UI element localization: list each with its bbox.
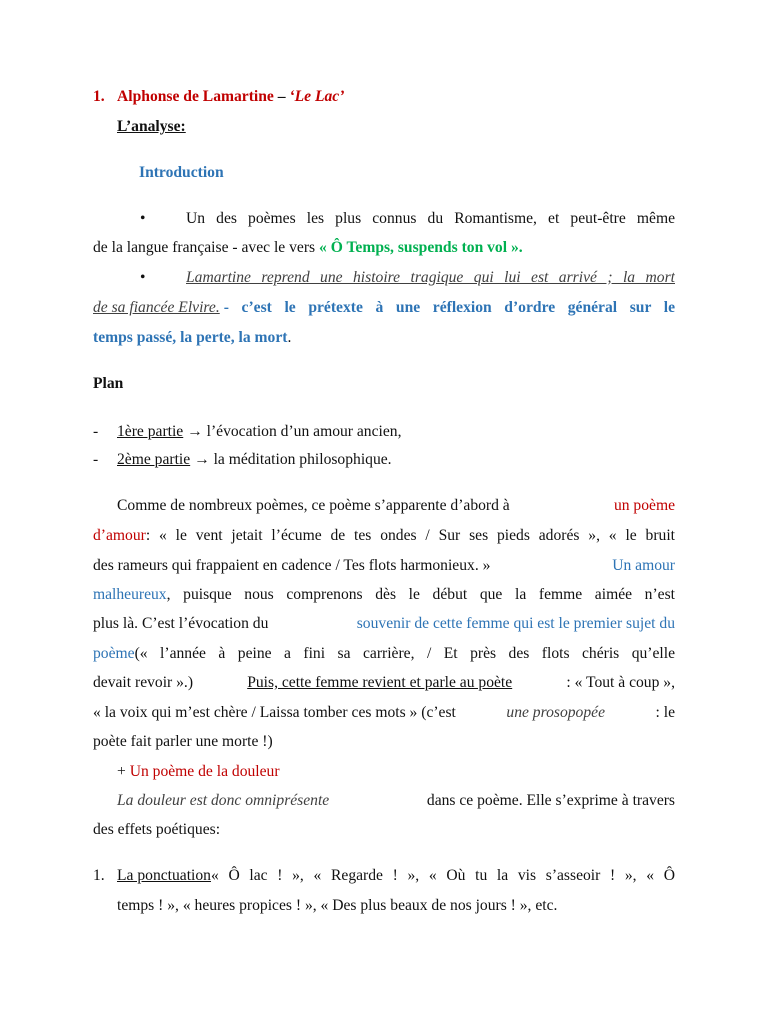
intro-bullet-1-line-1: Un des poèmes les plus connus du Romantisme, et peut-être même	[186, 210, 675, 227]
paragraph-1-line-6: poème (« l’année à peine a fini sa carrière, / Et près des flots chéris qu’elle	[93, 645, 675, 662]
paragraph-1-line-1: Comme de nombreux poèmes, ce poème s’apparente d’abord à un poème	[117, 497, 675, 514]
title-number: 1.	[93, 88, 105, 105]
document-page: 1. Alphonse de Lamartine – ‘Le Lac’ L’analyse: Introduction • Un des poèmes les plus connus du Romantisme, et peut-être même de la langue française - avec le vers « Ô Temps, suspends ton vol ». • Lamartine reprend une histoire tragique qui lui est arrivé ; la mort de sa fiancée Elvire. - c’est le prétexte à une réflexion d’ordre général sur le temps passé, la perte, la mort. Plan - 1ère partie → l’évocation d’un amour ancien, - 2ème partie → la méditation philosophique. Comme de nombreux poèmes, ce poème s’apparente d’abord à un poème d’amour : « le vent jetait l’écume de tes ondes / Sur ses pieds adorés », « le bruit des rameurs qui frappaient en cadence / Tes flots harmonieux. » Un amour malheureux , puisque nous comprenons dès le début que la femme aimée n’est plus là. C’est l’évocation du souvenir de cette femme qui est le premier sujet du poème (« l’année à peine a fini sa carrière, / Et près des flots chéris qu’elle devait revoir ».) Puis, cette femme revient et parle au poète : « Tout à coup », « la voix qui m’est chère / Laissa tomber ces mots » (c’est une prosopopée : le poète fait parler une morte !) + Un poème de la douleur La douleur est donc omniprésente dans ce poème. Elle s’exprime à travers des effets poétiques: 1. La ponctuation « Ô lac ! », « Regarde ! », « Où tu la vis s’asseoir ! », « Ô temps ! », « heures propices ! », « Des plus beaux de nos jours ! », etc.	[0, 0, 768, 1024]
douleur-heading: + Un poème de la douleur	[117, 763, 280, 780]
intro-bullet-2-line-3: temps passé, la perte, la mort.	[93, 329, 292, 346]
title-poem: ‘Le Lac’	[289, 88, 345, 105]
intro-bullet-1-line-2: de la langue française - avec le vers « Ô Temps, suspends ton vol ».	[93, 239, 523, 256]
title-dash: –	[273, 88, 290, 105]
paragraph-2-line-2: des effets poétiques:	[93, 821, 221, 838]
bullet-marker: •	[140, 210, 146, 227]
paragraph-1-line-5: plus là. C’est l’évocation du souvenir de cette femme qui est le premier sujet du	[93, 615, 675, 632]
list-item-continuation: temps ! », « heures propices ! », « Des plus beaux de nos jours ! », etc.	[117, 897, 558, 914]
paragraph-1-line-2: d’amour : « le vent jetait l’écume de tes ondes / Sur ses pieds adorés », « le bruit	[93, 527, 675, 544]
title-author: Alphonse de Lamartine	[117, 88, 274, 105]
paragraph-1-line-3: des rameurs qui frappaient en cadence / Tes flots harmonieux. » Un amour	[93, 557, 675, 574]
intro-bullet-2-line-1: Lamartine reprend une histoire tragique qui lui est arrivé ; la mort	[186, 269, 675, 286]
bullet-marker: •	[140, 269, 146, 286]
section-title: L’analyse:	[117, 118, 186, 135]
paragraph-1-line-9: poète fait parler une morte !)	[93, 733, 273, 750]
paragraph-2-line-1: La douleur est donc omniprésente dans ce poème. Elle s’exprime à travers	[117, 792, 675, 809]
paragraph-1-line-8: « la voix qui m’est chère / Laissa tomber ces mots » (c’est une prosopopée : le	[93, 704, 675, 721]
plan-heading: Plan	[93, 375, 124, 392]
paragraph-1-line-7: devait revoir ».) Puis, cette femme revient et parle au poète : « Tout à coup »,	[93, 674, 675, 691]
intro-bullet-2-line-2: de sa fiancée Elvire. - c’est le prétexte à une réflexion d’ordre général sur le	[93, 299, 675, 316]
paragraph-1-line-4: malheureux , puisque nous comprenons dès le début que la femme aimée n’est	[93, 586, 675, 603]
introduction-heading: Introduction	[139, 164, 224, 181]
famous-verse: « Ô Temps, suspends ton vol ».	[319, 239, 523, 256]
